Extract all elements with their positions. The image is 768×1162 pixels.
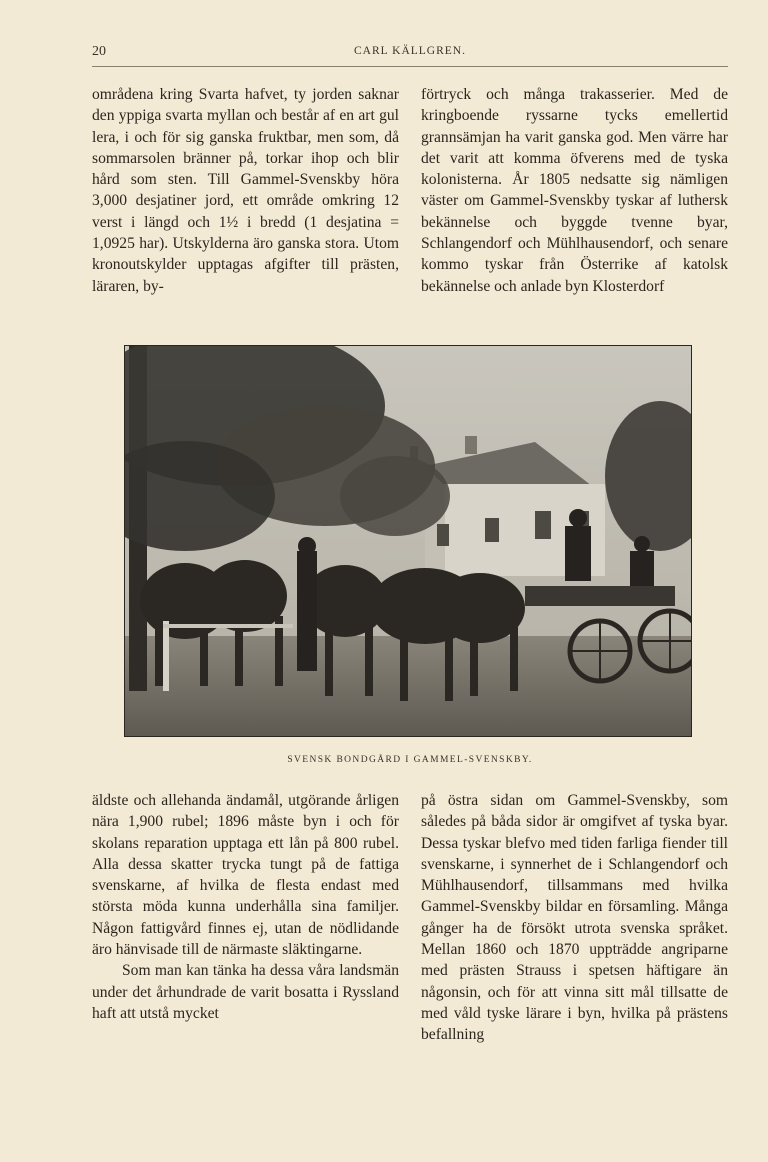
farmstead-photo: [125, 346, 691, 736]
column-bottom-right: [421, 790, 728, 1046]
column-bottom-left: [92, 790, 399, 1024]
figure-caption: SVENSK BONDGÅRD I GAMMEL-SVENSKBY.: [287, 755, 533, 765]
header-rule: [92, 66, 728, 67]
column-top-right: [421, 84, 728, 297]
page-header: [92, 44, 728, 64]
page-number: 20: [92, 44, 106, 59]
running-title: CARL KÄLLGREN.: [354, 45, 466, 57]
paragraph: områdena kring Svarta hafvet, ty jorden saknar den yppiga svarta myllan och består af en art gul lera, i och för sig ganska fruktbar, men som, då sommarsolen bränner på, torkar ihop och blir hård som sten. Till Gammel-Svenskby höra 3,000 desjatiner jord, ett område omkring 12 verst i längd och 1½ i bredd (1 desjatina = 1,0925 har). Utskylderna äro ganska stora. Utom kronoutskylder upptagas afgifter till prästen, läraren, by-: [92, 86, 399, 295]
paragraph: förtryck och många trakasserier. Med de kringboende ryssarne tycks emellertid grannsämjan ha varit ganska god. Men värre har det varit att komma öfverens med de tyska kolonisterna. År 1805 nedsatte sig nämligen väster om Gammel-Svenskby tyskar af luthersk bekännelse och byggde tvenne byar, Schlangendorf och Mühlhausendorf, och senare kommo tyskar från Österrike af katolsk bekännelse och anlade byn Klosterdorf: [421, 86, 728, 295]
paragraph: på östra sidan om Gammel-Svenskby, som således på båda sidor är omgifvet af tyska byar. Dessa tyskar blefvo med tiden farliga fiender till svenskarne, i synnerhet de i Schlangendorf och Mühlhausendorf, tillsammans med hvilka Gammel-Svenskby bildar en församling. Många gånger ha de försökt utrota svenska språket. Mellan 1860 och 1870 uppträdde angriparne med prästen Strauss i spetsen häftigare än någonsin, och för att vinna sitt mål tillsatte de med våld tyske lärare i byn, hvilka på prästens befallning: [421, 792, 728, 1044]
photograph: [124, 345, 692, 737]
paragraph: äldste och allehanda ändamål, utgörande årligen nära 1,900 rubel; 1896 måste byn i och för skolans reparation upptaga ett lån på 800 rubel. Alla dessa skatter trycka tungt på de fattiga svenskarne, af hvilka de flesta endast med största möda kunna underhålla sina familjer. Någon fattigvård finnes ej, utan de nödlidande äro hänvisade till de närmaste släktingarne.: [92, 792, 399, 959]
column-top-left: [92, 84, 399, 297]
paragraph: Som man kan tänka ha dessa våra landsmän under det århundrade de varit bosatta i Ryssland haft att utstå mycket: [92, 962, 399, 1022]
